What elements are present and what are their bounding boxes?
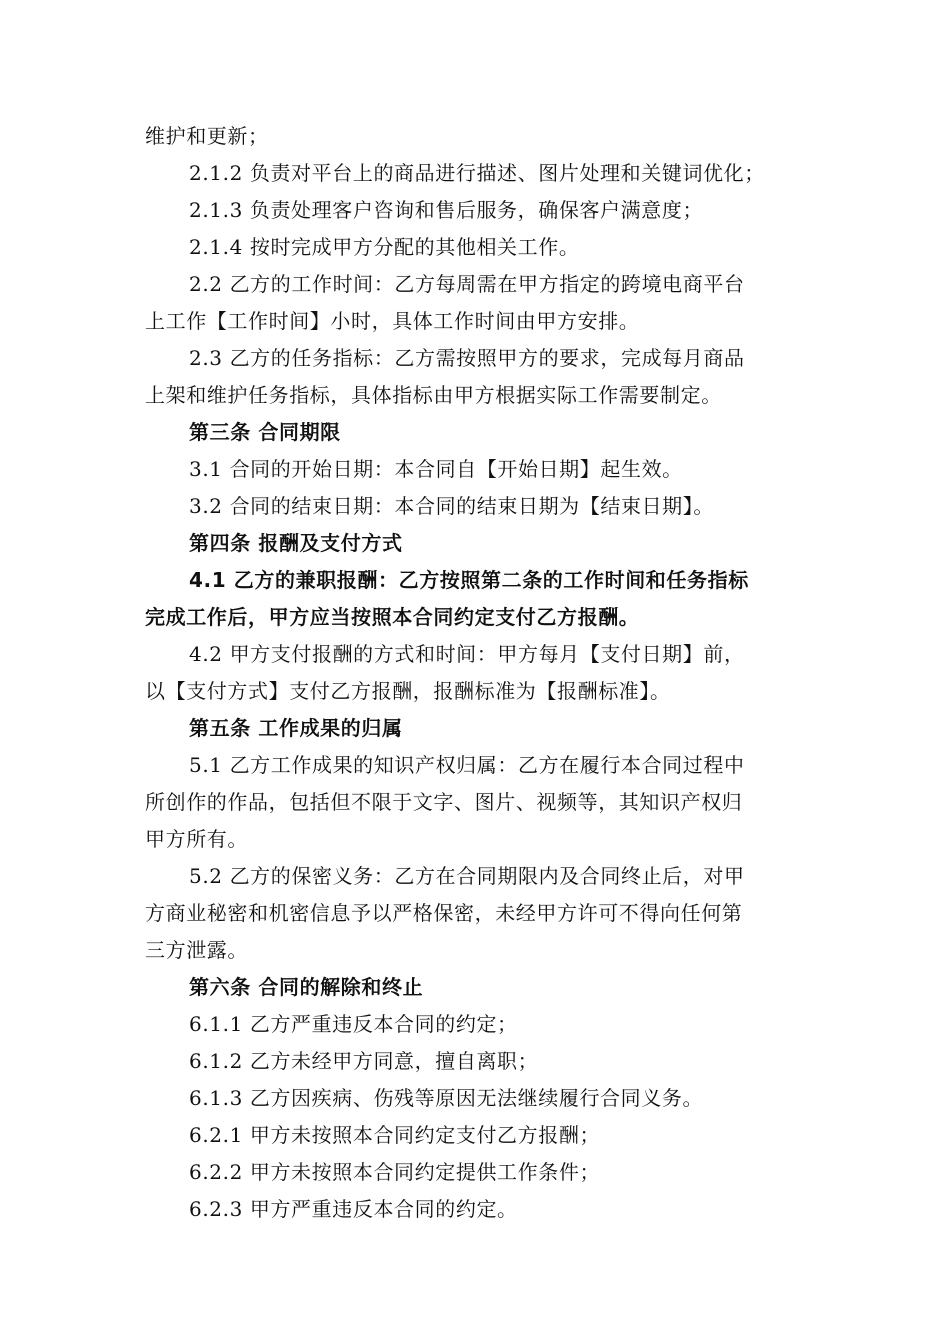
text-line: 3.2 合同的结束日期：本合同的结束日期为【结束日期】。 <box>189 494 714 518</box>
text-line: 以【支付方式】支付乙方报酬，报酬标准为【报酬标准】。 <box>145 679 671 703</box>
text-line: 维护和更新； <box>145 124 269 148</box>
section-heading: 第五条 工作成果的归属 <box>189 716 403 740</box>
text-line-bold: 4.1 乙方的兼职报酬：乙方按照第二条的工作时间和任务指标 <box>189 568 749 592</box>
text-line: 6.2.1 甲方未按照本合同约定支付乙方报酬； <box>189 1123 601 1147</box>
text-line: 所创作的作品，包括但不限于文字、图片、视频等，其知识产权归 <box>145 790 743 814</box>
text-line: 6.1.3 乙方因疾病、伤残等原因无法继续履行合同义务。 <box>189 1086 704 1110</box>
section-heading: 第六条 合同的解除和终止 <box>189 975 424 999</box>
text-line: 方商业秘密和机密信息予以严格保密，未经甲方许可不得向任何第 <box>145 901 743 925</box>
text-line: 5.1 乙方工作成果的知识产权归属：乙方在履行本合同过程中 <box>189 753 745 777</box>
text-line: 2.1.3 负责处理客户咨询和售后服务，确保客户满意度； <box>189 198 704 222</box>
text-line: 甲方所有。 <box>145 827 248 851</box>
text-line: 5.2 乙方的保密义务：乙方在合同期限内及合同终止后，对甲 <box>189 864 745 888</box>
document-page <box>145 118 805 1228</box>
text-line: 3.1 合同的开始日期：本合同自【开始日期】起生效。 <box>189 457 683 481</box>
text-line: 2.3 乙方的任务指标：乙方需按照甲方的要求，完成每月商品 <box>189 346 745 370</box>
text-line: 6.2.2 甲方未按照本合同约定提供工作条件； <box>189 1160 601 1184</box>
text-line: 4.2 甲方支付报酬的方式和时间：甲方每月【支付日期】前， <box>189 642 745 666</box>
text-line: 上工作【工作时间】小时，具体工作时间由甲方安排。 <box>145 309 640 333</box>
text-line: 2.1.2 负责对平台上的商品进行描述、图片处理和关键词优化； <box>189 161 765 185</box>
text-line: 三方泄露。 <box>145 938 248 962</box>
text-line: 上架和维护任务指标，具体指标由甲方根据实际工作需要制定。 <box>145 383 722 407</box>
text-line: 6.2.3 甲方严重违反本合同的约定。 <box>189 1197 518 1221</box>
section-heading: 第三条 合同期限 <box>189 420 341 444</box>
text-line: 2.2 乙方的工作时间：乙方每周需在甲方指定的跨境电商平台 <box>189 272 745 296</box>
text-line: 6.1.2 乙方未经甲方同意，擅自离职； <box>189 1049 539 1073</box>
text-line-bold: 完成工作后，甲方应当按照本合同约定支付乙方报酬。 <box>145 605 640 629</box>
text-line: 2.1.4 按时完成甲方分配的其他相关工作。 <box>189 235 580 259</box>
text-line: 6.1.1 乙方严重违反本合同的约定； <box>189 1012 518 1036</box>
section-heading: 第四条 报酬及支付方式 <box>189 531 403 555</box>
